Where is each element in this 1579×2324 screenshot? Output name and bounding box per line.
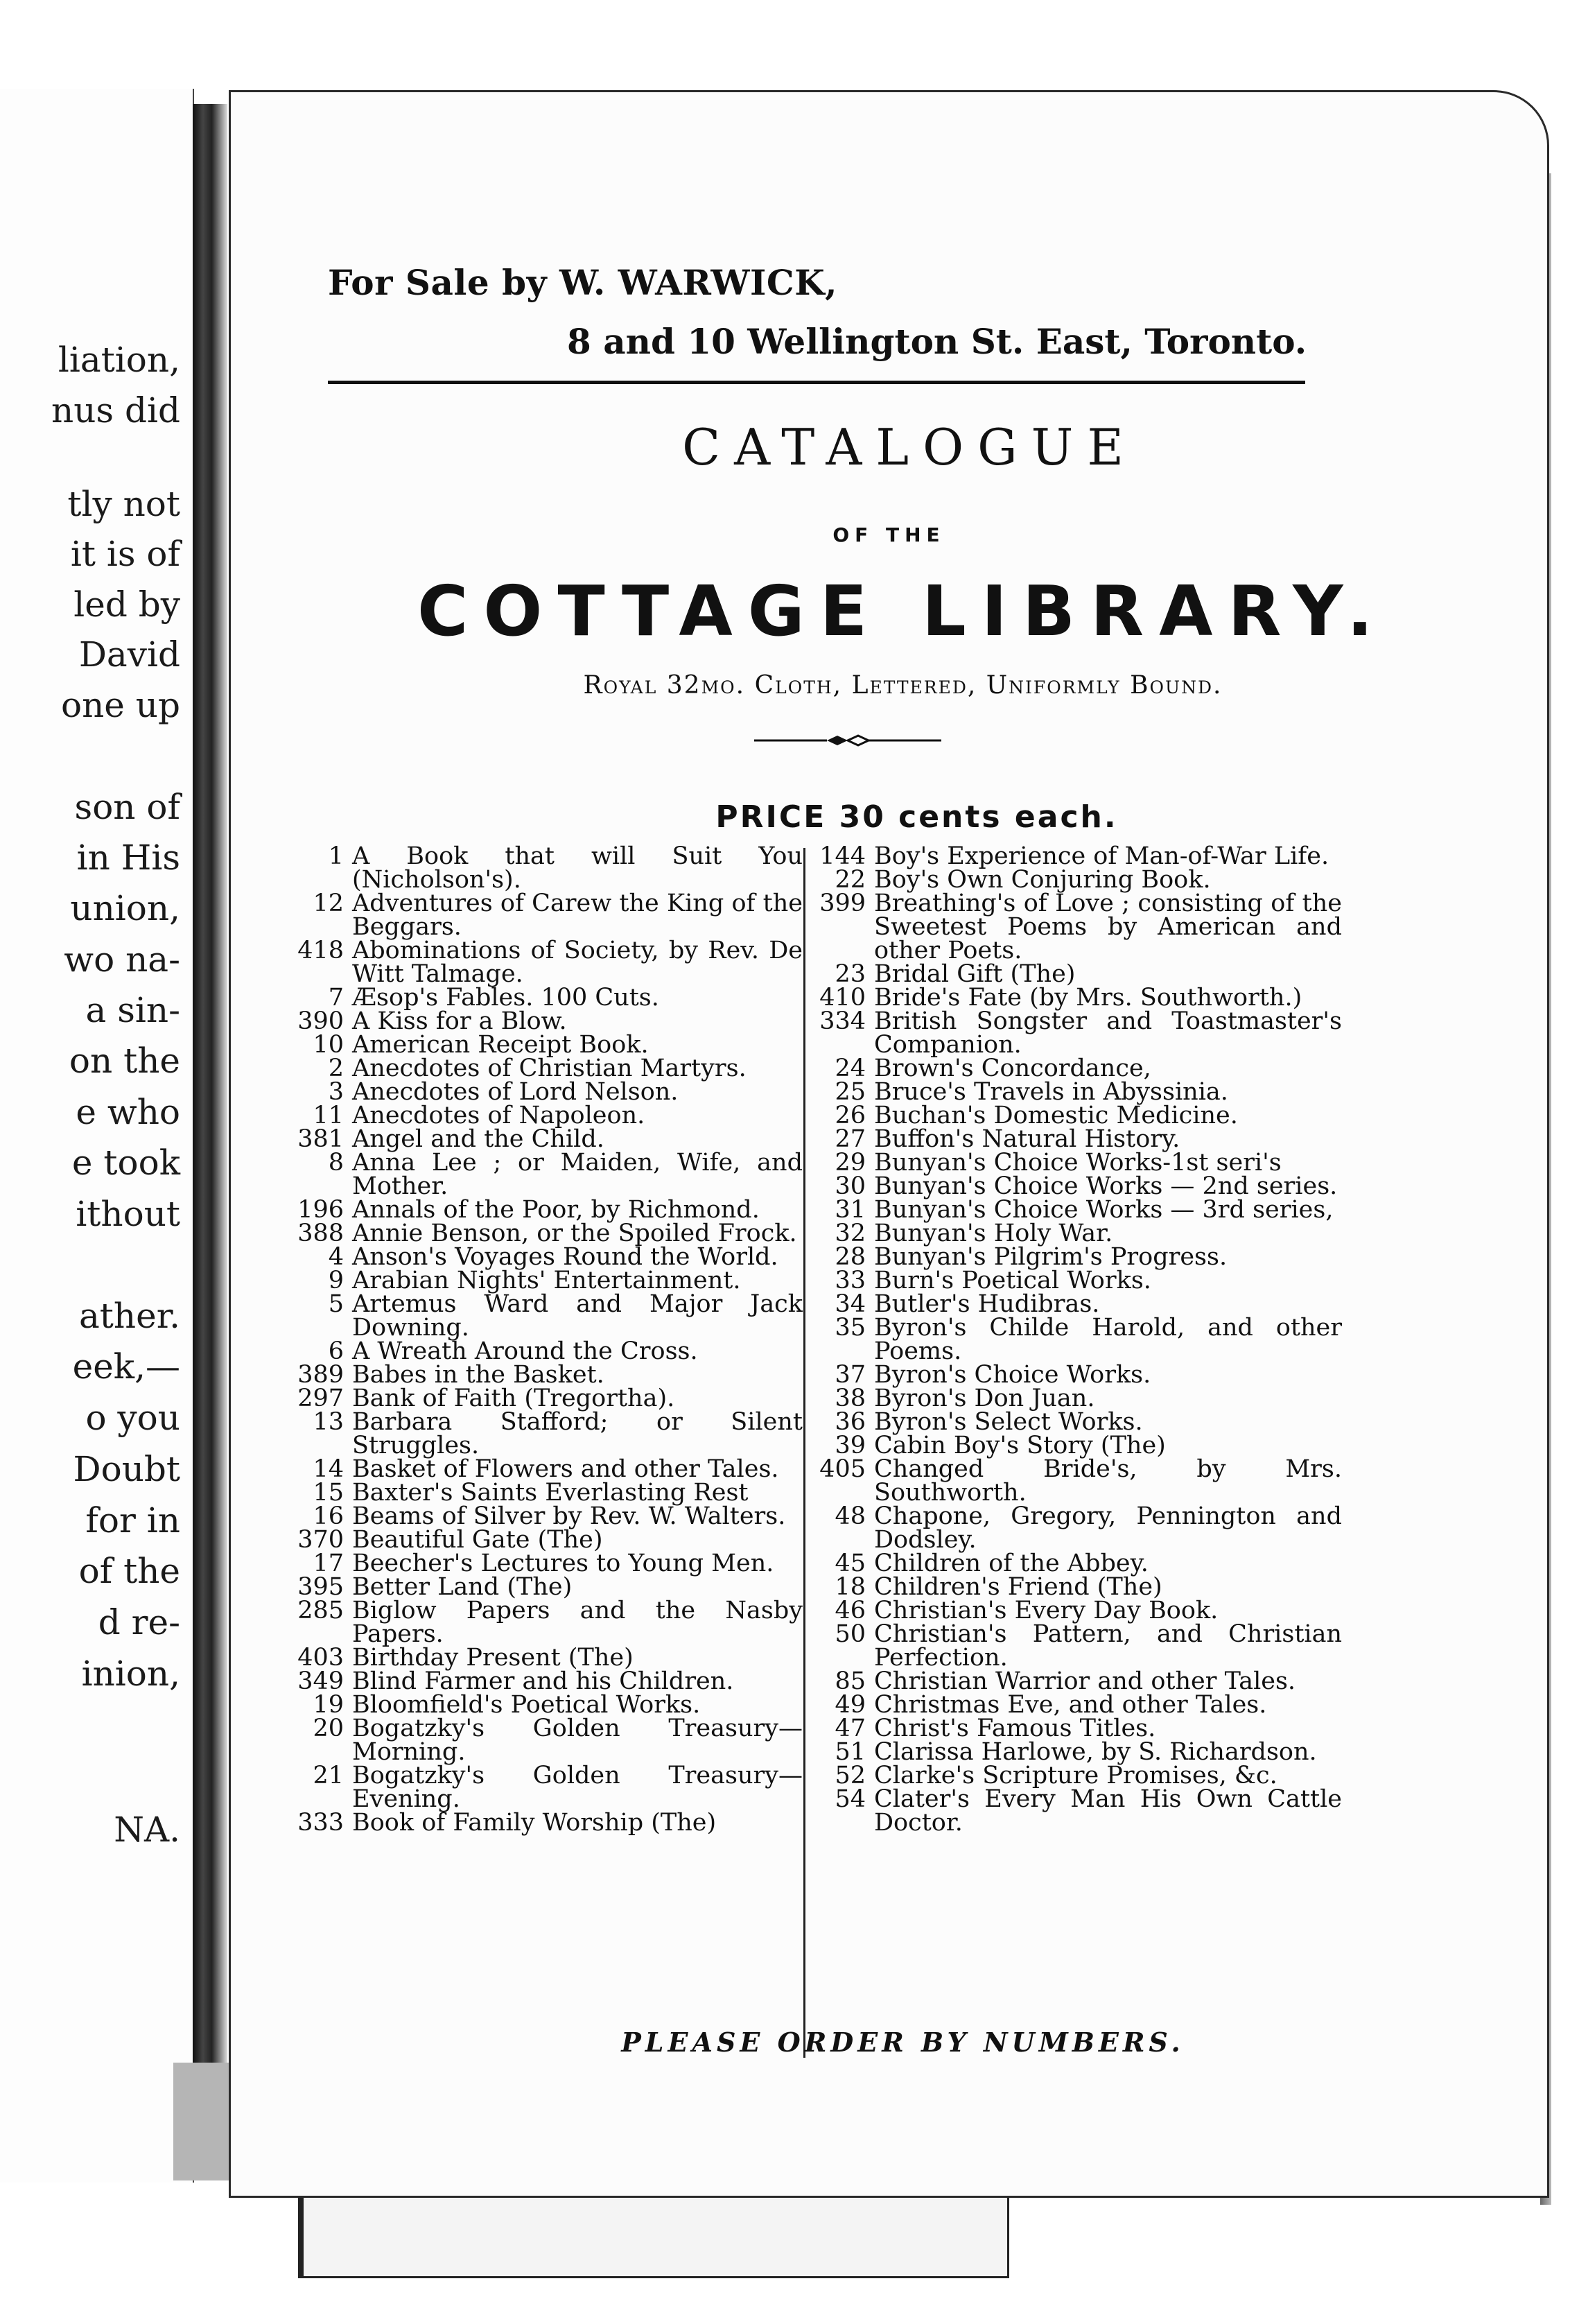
entry-title: British Songster and Toastmaster's Companion.	[874, 1007, 1342, 1059]
facing-page-line: for in	[85, 1500, 180, 1541]
entry-title: Bunyan's Pilgrim's Progress.	[874, 1243, 1228, 1271]
entry-number: 196	[297, 1196, 344, 1224]
entry-title: Bunyan's Choice Works-1st seri's	[874, 1149, 1282, 1177]
entry-title: Bank of Faith (Tregortha).	[352, 1385, 675, 1412]
catalogue-entry	[812, 1222, 1342, 1245]
entry-number: 51	[835, 1738, 866, 1766]
facing-page-line: e took	[71, 1143, 180, 1183]
entry-title: Arabian Nights' Entertainment.	[352, 1267, 741, 1294]
entry-title: A Kiss for a Blow.	[352, 1007, 567, 1035]
catalogue-entry	[812, 1198, 1342, 1222]
catalogue-entry	[812, 1434, 1342, 1457]
catalogue-entry	[812, 1599, 1342, 1622]
catalogue-entry	[290, 1552, 803, 1575]
entry-number: 34	[835, 1290, 866, 1318]
entry-title: Baxter's Saints Everlasting Rest	[352, 1479, 749, 1507]
facing-page-line: o you	[85, 1398, 180, 1438]
entry-title: Cabin Boy's Story (The)	[874, 1432, 1166, 1459]
entry-title: Christian's Every Day Book.	[874, 1597, 1219, 1624]
entry-number: 349	[297, 1667, 344, 1695]
catalogue-entry	[290, 1764, 803, 1811]
entry-number: 6	[328, 1337, 344, 1365]
entry-number: 405	[819, 1455, 866, 1483]
entry-number: 17	[313, 1550, 344, 1577]
page-edge-strip	[298, 2194, 1009, 2278]
entry-title: Anecdotes of Christian Martyrs.	[352, 1055, 747, 1082]
catalogue-entry	[812, 1104, 1342, 1127]
entry-number: 45	[835, 1550, 866, 1577]
facing-page-line: nus did	[51, 390, 180, 431]
entry-title: Brown's Concordance,	[874, 1055, 1151, 1082]
catalogue-entry	[290, 1504, 803, 1528]
catalogue-entry	[812, 1363, 1342, 1387]
header-rule	[328, 381, 1305, 384]
entry-title: Bloomfield's Poetical Works.	[352, 1691, 701, 1719]
catalogue-entry	[290, 1479, 803, 1507]
entry-number: 4	[328, 1243, 344, 1271]
facing-page-line: d re-	[98, 1602, 180, 1642]
entry-title: Butler's Hudibras.	[874, 1290, 1100, 1318]
entry-number: 418	[297, 937, 344, 964]
catalogue-entry	[812, 1504, 1342, 1552]
entry-title: Byron's Childe Harold, and other Poems.	[874, 1314, 1342, 1365]
entry-title: Byron's Select Works.	[874, 1408, 1143, 1436]
facing-page-line: son of	[74, 787, 180, 827]
entry-title: Bruce's Travels in Abyssinia.	[874, 1078, 1228, 1106]
entry-title: Beecher's Lectures to Young Men.	[352, 1550, 774, 1577]
entry-title: Byron's Choice Works.	[874, 1361, 1151, 1389]
spine-edge	[173, 2063, 229, 2180]
catalogue-entry	[290, 939, 803, 986]
price-heading: PRICE 30 cents each.	[715, 799, 1118, 835]
catalogue-entry	[812, 1316, 1342, 1363]
entry-number: 47	[835, 1715, 866, 1742]
entry-title: Byron's Don Juan.	[874, 1385, 1095, 1412]
catalogue-entry	[812, 1057, 1342, 1080]
entry-title: Anecdotes of Napoleon.	[352, 1102, 645, 1129]
entry-title: Buchan's Domestic Medicine.	[874, 1102, 1238, 1129]
entry-title: Chapone, Gregory, Pennington and Dodsley.	[874, 1502, 1342, 1554]
entry-number: 23	[835, 960, 866, 988]
catalogue-entry	[290, 1080, 803, 1104]
catalogue-entry	[290, 892, 803, 939]
entry-number: 403	[297, 1644, 344, 1672]
catalogue-entry	[812, 1080, 1342, 1104]
facing-page-line: led by	[73, 584, 180, 625]
catalogue-entry	[812, 868, 1342, 892]
catalogue-entry	[812, 962, 1342, 986]
catalogue-entry	[812, 1552, 1342, 1575]
catalogue-entry	[812, 1174, 1342, 1198]
facing-page-line: one up	[61, 685, 180, 725]
entry-number: 39	[835, 1432, 866, 1459]
library-title: COTTAGE LIBRARY.	[417, 571, 1388, 652]
entry-title: Birthday Present (The)	[352, 1644, 634, 1672]
entry-number: 37	[835, 1361, 866, 1389]
entry-number: 12	[313, 890, 344, 917]
facing-page-line: union,	[70, 888, 180, 928]
facing-page-line: it is of	[70, 534, 180, 574]
catalogue-entry	[812, 1410, 1342, 1434]
entry-number: 85	[835, 1667, 866, 1695]
entry-title: Annals of the Poor, by Richmond.	[352, 1196, 760, 1224]
facing-page-line: wo na-	[64, 939, 180, 980]
entry-title: Children's Friend (The)	[874, 1573, 1162, 1601]
entry-title: Bunyan's Holy War.	[874, 1220, 1113, 1247]
entry-number: 7	[328, 984, 344, 1012]
entry-number: 31	[835, 1196, 866, 1224]
entry-number: 25	[835, 1078, 866, 1106]
seller-line: For Sale by W. WARWICK,	[328, 262, 838, 303]
entry-number: 15	[313, 1479, 344, 1507]
facing-page-line: Doubt	[73, 1449, 180, 1489]
entry-title: Bunyan's Choice Works — 3rd series,	[874, 1196, 1334, 1224]
catalogue-entry	[812, 1693, 1342, 1717]
facing-page-line: inion,	[81, 1654, 180, 1694]
entry-number: 9	[328, 1267, 344, 1294]
catalogue-entry	[290, 1528, 803, 1552]
entry-number: 334	[819, 1007, 866, 1035]
entry-title: Better Land (The)	[352, 1573, 573, 1601]
entry-title: Clater's Every Man His Own Cattle Doctor.	[874, 1785, 1342, 1837]
entry-number: 285	[297, 1597, 344, 1624]
facing-page-line: of the	[78, 1551, 180, 1591]
entry-number: 11	[313, 1102, 344, 1129]
catalogue-entry	[290, 1363, 803, 1387]
facing-page-line: on the	[69, 1041, 180, 1081]
entry-number: 388	[297, 1220, 344, 1247]
entry-title: Basket of Flowers and other Tales.	[352, 1455, 779, 1483]
entry-title: Christmas Eve, and other Tales.	[874, 1691, 1267, 1719]
entry-number: 3	[328, 1078, 344, 1106]
catalogue-entry	[290, 1811, 803, 1835]
entry-title: Annie Benson, or the Spoiled Frock.	[352, 1220, 797, 1247]
catalogue-entry	[812, 1245, 1342, 1269]
entry-number: 30	[835, 1172, 866, 1200]
catalogue-entry	[290, 1269, 803, 1292]
entry-title: Buffon's Natural History.	[874, 1125, 1180, 1153]
entry-number: 10	[313, 1031, 344, 1059]
catalogue-entry	[290, 1104, 803, 1127]
entry-number: 29	[835, 1149, 866, 1177]
entry-number: 50	[835, 1620, 866, 1648]
catalogue-entry	[290, 1151, 803, 1198]
catalogue-entry	[812, 1787, 1342, 1835]
catalogue-entry	[290, 1646, 803, 1670]
entry-title: Bridal Gift (The)	[874, 960, 1076, 988]
facing-page-line: e who	[76, 1092, 180, 1132]
catalogue-entry	[812, 1292, 1342, 1316]
entry-number: 18	[835, 1573, 866, 1601]
catalogue-entry	[812, 1764, 1342, 1787]
catalogue-entry	[290, 1599, 803, 1646]
catalogue-entry	[290, 1245, 803, 1269]
of-the-heading: OF THE	[832, 523, 945, 546]
entry-title: Anna Lee ; or Maiden, Wife, and Mother.	[352, 1149, 803, 1200]
entry-number: 54	[835, 1785, 866, 1813]
entry-number: 5	[328, 1290, 344, 1318]
catalogue-entry	[290, 1457, 803, 1481]
entry-number: 35	[835, 1314, 866, 1342]
entry-title: Boy's Experience of Man-of-War Life.	[874, 842, 1329, 870]
ornament-divider-icon	[754, 734, 941, 747]
catalogue-entry	[812, 844, 1342, 868]
entry-title: Christian's Pattern, and Christian Perfection.	[874, 1620, 1342, 1672]
catalogue-entry	[290, 1222, 803, 1245]
entry-number: 14	[313, 1455, 344, 1483]
entry-number: 27	[835, 1125, 866, 1153]
facing-page-line: ather.	[79, 1296, 180, 1336]
entry-title: Biglow Papers and the Nasby Papers.	[352, 1597, 803, 1648]
entry-title: Anson's Voyages Round the World.	[352, 1243, 778, 1271]
entry-number: 46	[835, 1597, 866, 1624]
entry-title: Æsop's Fables. 100 Cuts.	[352, 984, 659, 1012]
catalogue-entry	[290, 1198, 803, 1222]
catalogue-column-right	[812, 844, 1342, 1835]
entry-number: 2	[328, 1055, 344, 1082]
entry-title: Clarke's Scripture Promises, &c.	[874, 1762, 1277, 1789]
catalogue-entry	[812, 1269, 1342, 1292]
catalogue-heading: CATALOGUE	[682, 418, 1137, 476]
entry-title: Bogatzky's Golden Treasury—Morning.	[352, 1715, 803, 1766]
catalogue-entry	[812, 1575, 1342, 1599]
catalogue-page	[229, 90, 1549, 2198]
entry-number: 8	[328, 1149, 344, 1177]
entry-title: Artemus Ward and Major Jack Downing.	[352, 1290, 803, 1342]
catalogue-entry	[812, 1455, 1342, 1507]
entry-number: 52	[835, 1762, 866, 1789]
entry-number: 390	[297, 1007, 344, 1035]
order-note: PLEASE ORDER BY NUMBERS.	[621, 2027, 1185, 2058]
entry-title: Bogatzky's Golden Treasury—Evening.	[352, 1762, 803, 1813]
entry-number: 370	[297, 1526, 344, 1554]
entry-number: 1	[328, 842, 344, 870]
entry-title: Anecdotes of Lord Nelson.	[352, 1078, 679, 1106]
entry-title: Christ's Famous Titles.	[874, 1715, 1156, 1742]
entry-title: Blind Farmer and his Children.	[352, 1667, 734, 1695]
facing-page-line: a sin-	[85, 990, 180, 1030]
entry-title: Beams of Silver by Rev. W. Walters.	[352, 1502, 786, 1530]
entry-number: 333	[297, 1809, 344, 1837]
entry-number: 395	[297, 1573, 344, 1601]
entry-number: 32	[835, 1220, 866, 1247]
entry-number: 28	[835, 1243, 866, 1271]
column-divider	[803, 848, 805, 2058]
entry-title: Babes in the Basket.	[352, 1361, 604, 1389]
facing-page-line: in His	[76, 838, 180, 878]
facing-page-line: liation,	[58, 340, 180, 380]
catalogue-entry	[290, 1033, 803, 1057]
entry-title: A Wreath Around the Cross.	[352, 1337, 698, 1365]
entry-title: Boy's Own Conjuring Book.	[874, 866, 1211, 894]
catalogue-entry	[812, 1387, 1342, 1410]
catalogue-entry	[812, 1667, 1342, 1695]
catalogue-entry	[812, 1717, 1342, 1740]
entry-title: Abominations of Society, by Rev. De Witt Talmage.	[352, 937, 803, 988]
catalogue-entry	[812, 1127, 1342, 1151]
entry-title: Angel and the Child.	[352, 1125, 604, 1153]
catalogue-entry	[812, 1149, 1342, 1177]
entry-title: Bunyan's Choice Works — 2nd series.	[874, 1172, 1338, 1200]
entry-title: Christian Warrior and other Tales.	[874, 1667, 1296, 1695]
entry-number: 21	[313, 1762, 344, 1789]
entry-number: 389	[297, 1361, 344, 1389]
facing-page-line: eek,—	[72, 1346, 180, 1387]
catalogue-entry	[290, 1575, 803, 1599]
entry-title: Clarissa Harlowe, by S. Richardson.	[874, 1738, 1317, 1766]
catalogue-entry	[290, 984, 803, 1012]
entry-title: American Receipt Book.	[352, 1031, 649, 1059]
facing-page	[0, 89, 194, 2183]
facing-page-line: NA.	[114, 1810, 180, 1850]
catalogue-entry	[290, 1410, 803, 1457]
entry-number: 144	[819, 842, 866, 870]
entry-title: Bride's Fate (by Mrs. Southworth.)	[874, 984, 1302, 1012]
entry-title: Beautiful Gate (The)	[352, 1526, 603, 1554]
binding-subtitle: Royal 32mo. Cloth, Lettered, Uniformly Bound.	[583, 671, 1223, 700]
catalogue-entry	[290, 1717, 803, 1764]
entry-number: 297	[297, 1385, 344, 1412]
catalogue-entry	[290, 1057, 803, 1080]
catalogue-entry	[290, 1667, 803, 1695]
entry-title: Breathing's of Love ; consisting of the Sweetest Poems by American and other Poets.	[874, 890, 1342, 964]
catalogue-entry	[290, 1339, 803, 1363]
facing-page-line: tly not	[67, 484, 180, 524]
entry-number: 381	[297, 1125, 344, 1153]
entry-title: Barbara Stafford; or Silent Struggles.	[352, 1408, 803, 1459]
entry-number: 24	[835, 1055, 866, 1082]
catalogue-entry	[290, 1693, 803, 1717]
book-spine	[193, 104, 227, 2128]
entry-number: 16	[313, 1502, 344, 1530]
entry-number: 22	[835, 866, 866, 894]
entry-number: 38	[835, 1385, 866, 1412]
seller-address: 8 and 10 Wellington St. East, Toronto.	[567, 321, 1307, 362]
facing-page-line: ithout	[76, 1194, 180, 1234]
catalogue-entry	[290, 1290, 803, 1342]
entry-number: 26	[835, 1102, 866, 1129]
catalogue-column-left	[290, 844, 803, 1835]
facing-page-line: David	[78, 634, 180, 675]
entry-number: 410	[819, 984, 866, 1012]
catalogue-entry	[812, 984, 1342, 1012]
entry-title: Children of the Abbey.	[874, 1550, 1149, 1577]
entry-title: A Book that will Suit You (Nicholson's).	[352, 842, 803, 894]
entry-number: 36	[835, 1408, 866, 1436]
entry-number: 33	[835, 1267, 866, 1294]
entry-number: 49	[835, 1691, 866, 1719]
catalogue-entry	[812, 892, 1342, 962]
catalogue-entry	[290, 1387, 803, 1410]
entry-title: Burn's Poetical Works.	[874, 1267, 1151, 1294]
catalogue-entry	[812, 1622, 1342, 1670]
entry-number: 19	[313, 1691, 344, 1719]
entry-number: 399	[819, 890, 866, 917]
entry-title: Book of Family Worship (The)	[352, 1809, 717, 1837]
entry-number: 48	[835, 1502, 866, 1530]
entry-number: 20	[313, 1715, 344, 1742]
entry-title: Adventures of Carew the King of the Beggars.	[352, 890, 803, 941]
catalogue-entry	[290, 1127, 803, 1151]
catalogue-entry	[812, 1009, 1342, 1057]
entry-number: 13	[313, 1408, 344, 1436]
catalogue-entry	[812, 1740, 1342, 1764]
catalogue-entry	[290, 1009, 803, 1033]
catalogue-entry	[290, 844, 803, 892]
entry-title: Changed Bride's, by Mrs. Southworth.	[874, 1455, 1342, 1507]
